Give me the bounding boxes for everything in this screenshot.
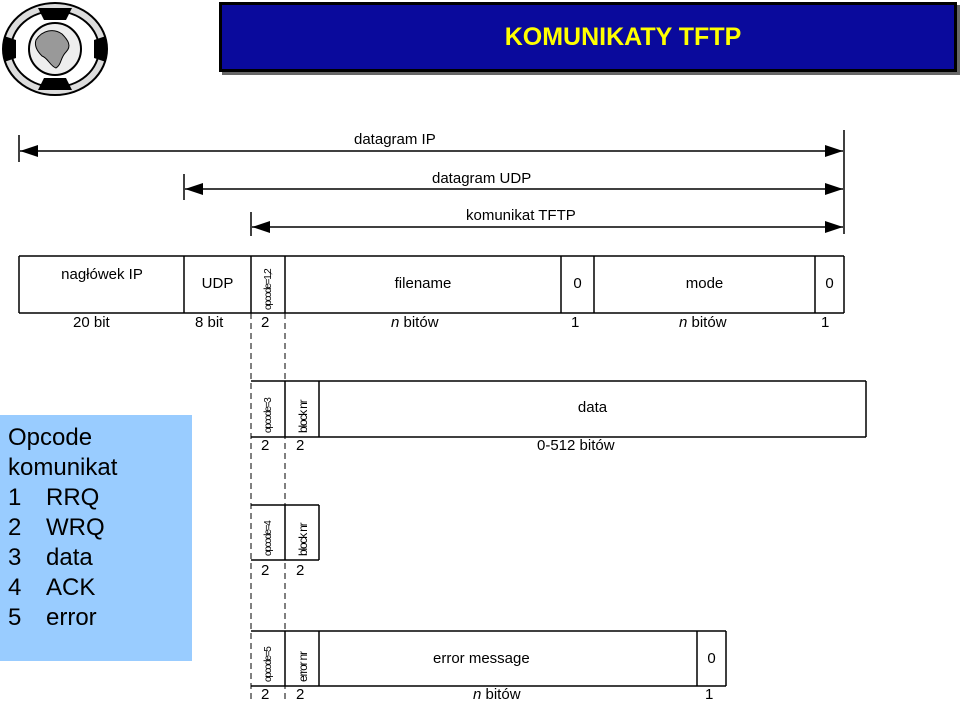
size-opcode: 2: [261, 314, 270, 331]
header-zero-1: 0: [573, 275, 582, 292]
header-filename: filename: [394, 275, 452, 292]
opcode-legend: [0, 415, 192, 661]
legend-heading-opcode: Opcode: [8, 424, 93, 451]
legend-row: 3 data: [8, 544, 93, 571]
error-size-nr: 2: [296, 686, 305, 703]
data-field-label: data: [577, 399, 608, 416]
ack-size-opcode: 2: [261, 562, 270, 579]
ack-block-label: block nr: [296, 523, 310, 556]
header-zero-2: 0: [825, 275, 834, 292]
data-opcode-label: opcode=3: [263, 398, 274, 433]
header-opcode-label: opcode=1,2: [263, 269, 274, 310]
data-size-data: 0-512 bitów: [537, 437, 615, 454]
legend-row: 1 RRQ: [8, 484, 100, 511]
header-mode: mode: [685, 275, 724, 292]
legend-row: 5 error: [8, 604, 97, 631]
legend-row: 4 ACK: [8, 574, 96, 601]
header-udp-label: UDP: [201, 275, 234, 292]
header-ip-label: nagłówek IP: [61, 266, 143, 283]
data-size-block: 2: [296, 437, 305, 454]
size-udp: 8 bit: [195, 314, 224, 331]
size-mode: n bitów: [679, 314, 727, 331]
size-ip: 20 bit: [73, 314, 110, 331]
page-title: KOMUNIKATY TFTP: [504, 22, 742, 51]
error-message-label: error message: [433, 650, 530, 667]
ack-opcode-label: opcode=4: [263, 521, 274, 556]
error-opcode-label: opcode=5: [263, 647, 274, 682]
ack-size-block: 2: [296, 562, 305, 579]
error-size-message: n bitów: [473, 686, 521, 703]
label-datagram-udp: datagram UDP: [432, 170, 532, 187]
error-zero: 0: [707, 650, 716, 667]
label-komunikat-tftp: komunikat TFTP: [466, 207, 576, 224]
size-zero-2: 1: [821, 314, 830, 331]
label-datagram-ip: datagram IP: [354, 131, 436, 148]
error-size-zero: 1: [705, 686, 714, 703]
legend-row: 2 WRQ: [8, 514, 105, 541]
size-zero-1: 1: [571, 314, 580, 331]
error-size-opcode: 2: [261, 686, 270, 703]
size-filename: n bitów: [391, 314, 439, 331]
legend-heading-komunikat: komunikat: [8, 454, 118, 481]
data-block-label: block nr: [296, 400, 310, 433]
error-nr-label: error nr: [296, 652, 310, 682]
data-size-opcode: 2: [261, 437, 270, 454]
